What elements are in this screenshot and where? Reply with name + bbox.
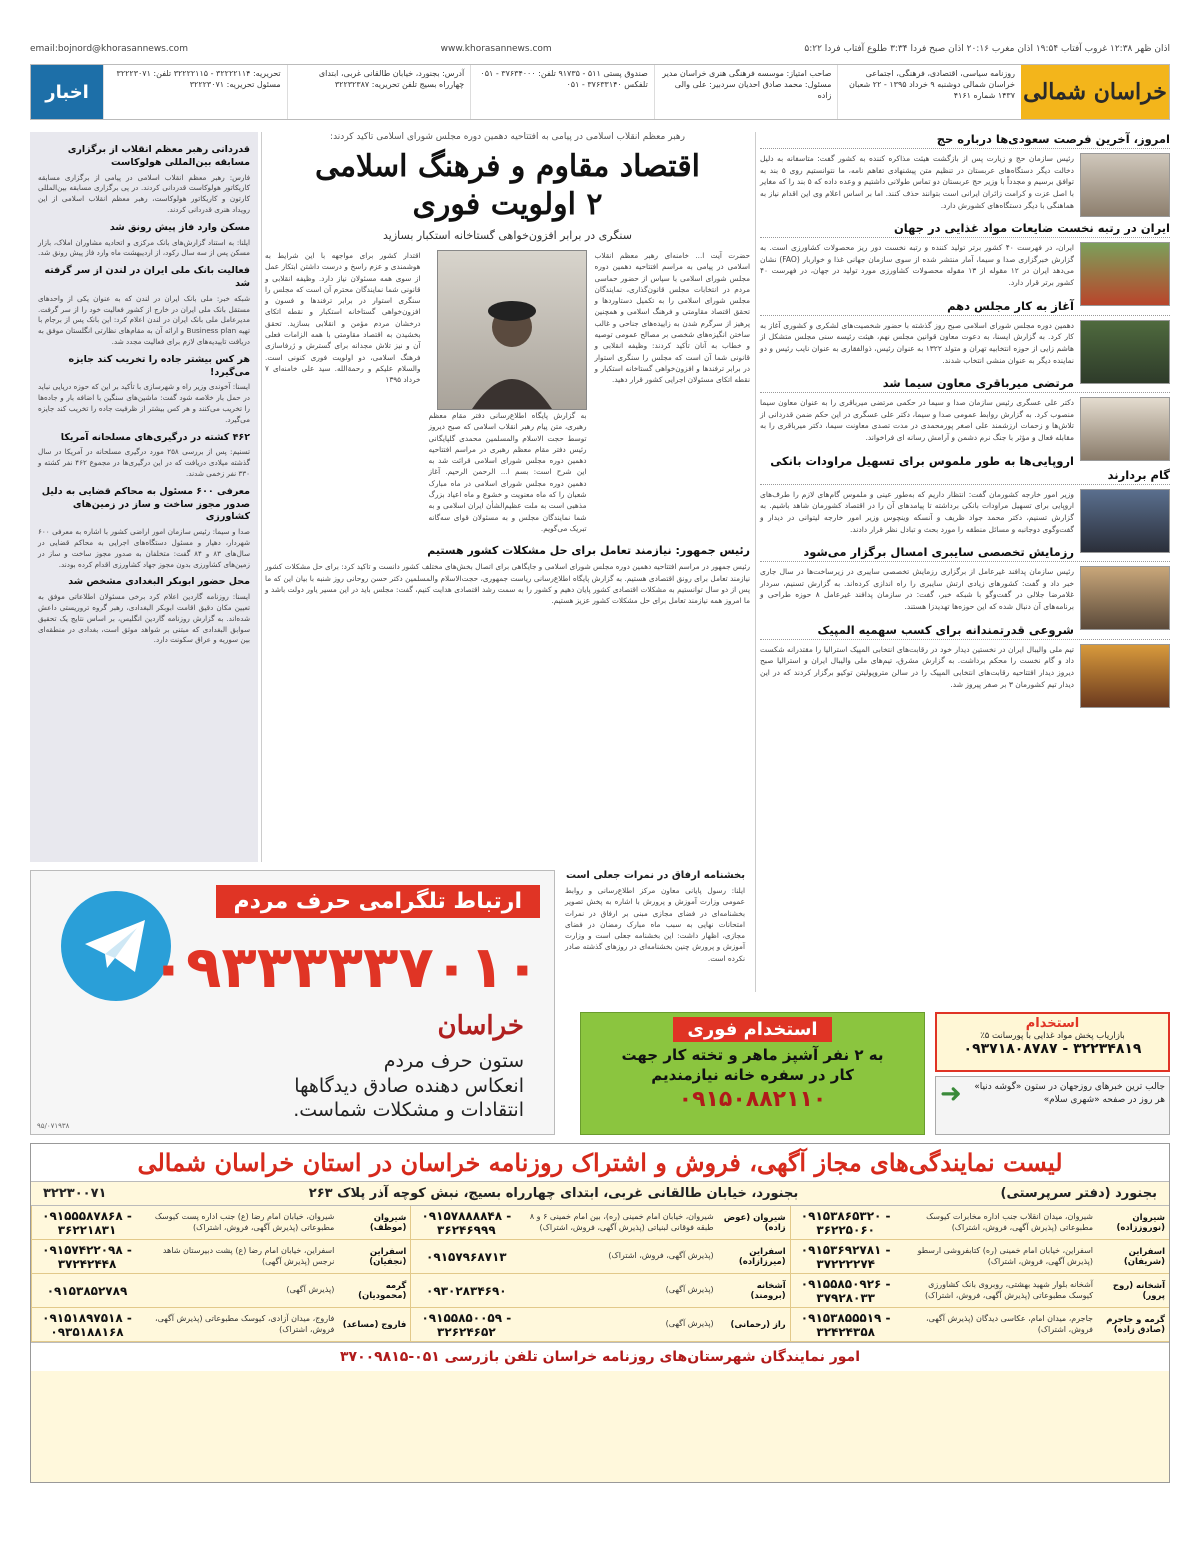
story-text: اقتدار کشور برای مواجهه با این شرایط به هوشمندی و عزم راسخ و درست داشتن ابتکار عمل از سوی همه مسئولان نیاز دارد. وظیفه انقلابی و قانونی شما نمایندگان محترم آن است که مجلس را سنگری استوار در برابر ترفندها و فسون و افزون‌خواهی گستاخانه استکبار و نقطه اتکای درخشان مردم مؤمن و انقلابی بسازید. تحقق بخشیدن به اقتصاد مقاومتی با همه الزامات فعلی آن و نیز تلاش مجدانه برای گسترش و ژرفاسازی فرهنگ اسلامی، دو اولویت فوری کنونی است. والسلام علیکم و رحمة‌الله. سید علی خامنه‌ای ۷ خرداد ۱۳۹۵ — [265, 251, 421, 385]
news-photo — [1080, 397, 1170, 461]
news-body: رئیس سازمان پدافند غیرعامل از برگزاری رزمایش تخصصی سایبری در زیرساخت‌ها در سال جاری خبر داد و گفت: کشورهای زیادی ارتش سایبری را راه اندازی کرده‌اند. به گزارش تسنیم، سردار غلامرضا جلالی در گفت‌وگو با شبکه خبر، گفت: در سازمان پدافند غیرعامل ۸ حوزه طراحی و برنامه‌های آن دنبال شده که این حوزه‌ها تهدیدزا هستند. — [760, 567, 1074, 611]
rep-cell — [31, 1206, 410, 1240]
website-link[interactable]: www.khorasannews.com — [440, 44, 552, 54]
brief-body: ایلنا: به استناد گزارش‌های بانک مرکزی و اتحادیه مشاوران املاک، بازار مسکن پس از سه سال رکود، از اردیبهشت ماه وارد فاز پیش رونق شد. — [38, 237, 250, 258]
rep-address: (پذیرش آگهی) — [665, 1319, 714, 1329]
brief-title[interactable]: مسکن وارد فاز پیش رونق شد — [109, 221, 250, 233]
brief-body: ایسنا: روزنامه گاردین اعلام کرد برخی مسئولان اطلاعاتی موفق به تعیین مکان دقیق اقامت ابوبکر البغدادی، رهبر گروه تروریستی داعش شده‌اند. به گزارش روزنامه گاردین انگلیس، بر اساس نتایج یک تحقیق سوابق البغدادی که مبتنی بر شواهد موثق است، بغدادی در منطقه‌ای بین سوریه و عراق سکونت دارد. — [38, 592, 250, 645]
story-kicker: رهبر معظم انقلاب اسلامی در پیامی به افتتاحیه دهمین دوره مجلس شورای اسلامی تاکید کردند: — [330, 132, 685, 142]
rep-city: شیروان (عوض زاده) — [723, 1212, 786, 1233]
rep-address: اسفراین، خیابان امام رضا (ع) پشت دبیرستان شاهد نرجس (پذیرش آگهی) — [162, 1245, 335, 1266]
news-item[interactable] — [760, 545, 1170, 613]
rep-address: (پذیرش آگهی، فروش، اشتراک) — [608, 1251, 714, 1261]
masthead-info-1: روزنامه سیاسی، اقتصادی، فرهنگی، اجتماعی خراسان شمالی دوشنبه ۹ خرداد ۱۳۹۵ - ۲۲ شعبان ۱۴۳۷ شماره ۴۱۶۱ — [837, 65, 1021, 119]
rep-phone[interactable]: ۰۹۱۵۵۸۵۰۰۵۹ - ۳۲۶۲۴۶۵۲ — [421, 1310, 512, 1339]
rep-address: شیروان، میدان انقلاب جنب اداره مخابرات کیوسک مطبوعاتی (پذیرش آگهی، فروش، اشتراک) — [926, 1211, 1093, 1232]
hq-address: بجنورد، خیابان طالقانی غربی، ابتدای چهارراه بسیج، نبش کوچه آذر پلاک ۲۶۳ — [308, 1186, 799, 1201]
rep-cell — [410, 1240, 789, 1274]
masthead-info-2: صاحب امتیاز: موسسه فرهنگی هنری خراسان مدیر مسئول: محمد صادق احدیان سردبیر: علی والی زاده — [654, 65, 838, 119]
rep-cell — [31, 1240, 410, 1274]
hiring-phone[interactable]: ۰۹۱۵۰۸۸۲۱۱۰ — [678, 1087, 827, 1112]
story-headline-2[interactable]: ۲ اولویت فوری — [412, 186, 603, 222]
ad-line: بازاریاب پخش مواد غذایی با پورسانت ۵٪ — [980, 1031, 1125, 1041]
news-title[interactable]: ایران در رتبه نخست ضایعات مواد غذایی در جهان — [760, 221, 1170, 238]
brief-title[interactable]: ۴۶۲ کشته در درگیری‌های مسلحانه آمریکا — [60, 431, 250, 443]
news-body: رئیس سازمان حج و زیارت پس از بازگشت هیئت مذاکره کننده به کشور گفت: متاسفانه به دلیل دخالت دیگر دستگاه‌های عربستان در تنظیم متن پیشنهادی تفاهم نامه، ما نتوانستیم روی ۵ بند به توافق برسیم و مجدداً با وزیر حج عربستان دو تماس طولانی داشتیم و وعده داده که ۵ بند را که مغایر با اصل عزت و کرامت زائران ایرانی است بتوانند حذف کنند. اما بر اساس اعلام وی این اقدام نیاز به هماهنگی با دیگر دستگاه‌های کشورش دارد. — [760, 154, 1074, 210]
rep-address: شیروان، خیابان امام رضا (ع) جنب اداره پست کیوسک مطبوعاتی (پذیرش آگهی، فروش، اشتراک) — [154, 1211, 335, 1232]
story-columns — [265, 250, 750, 534]
arrow-icon: ➜ — [940, 1079, 962, 1109]
news-title[interactable]: آغاز به کار مجلس دهم — [760, 299, 1170, 316]
hiring-line: کار در سفره خانه نیازمندیم — [651, 1065, 854, 1084]
news-title[interactable]: مرتضی میرباقری معاون سیما شد — [760, 376, 1170, 393]
rep-city: گرمه و جاجرم (صادق زاده) — [1106, 1314, 1165, 1335]
rep-city: اسفراین (شریفان) — [1123, 1246, 1165, 1267]
story-headline[interactable]: اقتصاد مقاوم و فرهنگ اسلامی — [314, 149, 701, 184]
telegram-ad-text — [293, 1049, 524, 1123]
news-body: دکتر علی عسگری رئیس سازمان صدا و سیما در حکمی مرتضی میرباقری را به عنوان معاون سیما منصوب کرد. به گزارش روابط عمومی صدا و سیما، دکتر علی عسگری در این حکم ضمن قدردانی از تلاش‌ها و زحمات ارزشمند علی اصغر پورمحمدی در مدت تصدی معاونت سیما، دکتر میرباقری را به مقابله فعال و مؤثر با جنگ نرم دشمن و آرامش رسانه ای فراخواند. — [760, 398, 1074, 442]
rep-phone[interactable]: ۰۹۱۵۳۸۵۵۵۱۹ - ۳۲۴۲۴۳۵۸ — [800, 1310, 891, 1339]
hiring-line: به ۲ نفر آشپز ماهر و تخته کار جهت — [621, 1046, 884, 1064]
news-item[interactable] — [760, 299, 1170, 367]
rep-address: (پذیرش آگهی) — [286, 1285, 335, 1295]
rep-address: فاروج، میدان آزادی، کیوسک مطبوعاتی (پذیرش آگهی، فروش، اشتراک) — [155, 1313, 335, 1334]
brief-title[interactable]: معرفی ۶۰۰ مسئول به محاکم قضایی به دلیل صدور مجوز ساخت و ساز در زمین‌های کشاورزی — [41, 485, 250, 523]
ad-phone[interactable]: ۳۲۲۳۴۸۱۹ - ۰۹۳۷۱۸۰۸۷۸۷ — [963, 1041, 1142, 1057]
brief-body: فارس: رهبر معظم انقلاب اسلامی در پیامی از برگزاری مسابقه کاریکاتور هولوکاست قدردانی کردند. در پی برگزاری مسابقه بین‌المللی کارتون و کاریکاتور هولوکاست، رهبر معظم انقلاب اسلامی از این رویداد هنری قدردانی کردند. — [38, 172, 250, 215]
lead-story — [265, 132, 750, 862]
rep-cell — [31, 1274, 410, 1308]
news-body: دهمین دوره مجلس شورای اسلامی صبح روز گذشته با حضور شخصیت‌های لشکری و کشوری آغاز به کار کرد. به گزارش ایسنا، به دعوت معاون قوانین مجلس نهم، هیئت رئیسه سنی مجلس متشکل از هاشم زایی از حوزه انتخابیه تهران و متولد ۱۳۲۲ به عنوان رئیس، ذوالفقاری به عنوان نایب رئیس و دو نماینده دیگر به عنوان منشی انتخاب شدند. — [760, 320, 1074, 365]
masthead — [30, 64, 1170, 120]
rep-city: راز (رحمانی) — [730, 1319, 786, 1330]
column-divider — [755, 132, 756, 992]
right-news-column — [760, 132, 1170, 992]
person-icon — [467, 289, 557, 409]
hq-phone[interactable]: ۳۲۲۳۰۰۷۱ — [43, 1186, 107, 1201]
rep-address: آشخانه بلوار شهید بهشتی، روبروی بانک کشاورزی کیوسک مطبوعاتی (پذیرش آگهی، فروش، اشتراک) — [924, 1279, 1093, 1300]
rep-cell — [790, 1206, 1169, 1240]
rep-city: آشخانه (روح پرور) — [1112, 1280, 1165, 1301]
reps-grid — [31, 1206, 1169, 1342]
rep-city: شیروان (موظف) — [369, 1212, 407, 1233]
promo-box[interactable] — [935, 1076, 1170, 1135]
brief-body: ایلنا: رسول پایانی معاون مرکز اطلاع‌رسانی و روابط عمومی وزارت آموزش و پرورش با اشاره به پخش تصویر بخشنامه‌ای در فضای مجازی مبنی بر ارفاق در نمرات امتحانات نهایی به سبب ماه مبارک رمضان در فضای مجازی، اظهار داشت: این بخشنامه جعلی است و وزارت آموزش و پرورش چنین بخشنامه‌ای در روزهای گذشته صادر نکرده است. — [565, 886, 745, 963]
masthead-info-5: تحریریه: ۳۲۲۲۲۱۱۴ - ۳۲۲۲۲۱۱۵ تلفن: ۳۲۲۲۳۰۷۱ مسئول تحریریه: ۳۲۲۲۳۰۷۱ — [103, 65, 287, 119]
sub-story-body: رئیس جمهور در مراسم افتتاحیه دهمین دوره مجلس شورای اسلامی و جایگاهی برای اتصال بخش‌های مختلف کشور دانست و تاکید کرد: برای حل مشکلات کشور نیازمند تعامل برای رونق اقتصادی هستیم. به گزارش پایگاه اطلاع‌رسانی ریاست جمهوری، حجت‌الاسلام والمسلمین دکتر حسن روحانی روز شنبه با بیان این که ما پس از دو سال توانستیم به مشکلات اقتصادی کشور پایان دهیم و کشور را به سمت رشد اقتصادی هدایت کنیم، گفت: مجلس باید در این مسیر یاور دولت باشد و ما امروز همه نیازمند تعامل برای حل مشکلات کشور عزیز هستیم. — [265, 562, 750, 606]
news-photo — [1080, 489, 1170, 553]
rep-phone[interactable]: ۰۹۱۵۳۶۹۲۷۸۱ - ۳۷۲۲۲۲۷۴ — [800, 1242, 891, 1271]
rep-phone[interactable]: ۰۹۱۵۷۴۲۲۰۹۸ - ۳۷۲۴۲۴۴۸ — [42, 1242, 132, 1271]
rep-phone[interactable]: ۰۹۱۵۷۸۸۸۸۴۸ - ۳۶۲۴۶۹۹۹ — [421, 1208, 512, 1237]
prayer-times: اذان ظهر ۱۲:۳۸ غروب آفتاب ۱۹:۵۴ اذان مغرب ۲۰:۱۶ اذان صبح فردا ۳:۳۴ طلوع آفتاب فردا ۵:۲۲ — [804, 44, 1170, 54]
telegram-line: انعکاس دهنده صادق دیدگاهها — [294, 1074, 524, 1097]
news-body: ایران، در فهرست ۴۰ کشور برتر تولید کننده و رتبه نخست دور ریز محصولات کشاورزی است. به گزارش خبرگزاری صدا و سیما، آمار منتشر شده از سوی سازمان جهانی غذا و خواربار (FAO) نشان می‌دهد ایران در ۱۲ مقوله از ۱۳ مقوله محصولات کشاورزی مورد تولید در جهان، در فهرست ۴۰ کشور برتر قرار دارد. — [760, 243, 1075, 287]
table-title: لیست نمایندگی‌های مجاز آگهی، فروش و اشتراک روزنامه خراسان در استان خراسان شمالی — [31, 1144, 1169, 1181]
news-item[interactable] — [760, 376, 1170, 444]
news-photo — [1080, 566, 1170, 630]
telegram-ad-title: ارتباط تلگرامی حرف مردم — [216, 885, 541, 918]
promo-text: جالب ترین خبرهای روزجهان در ستون «گوشه دنیا» هر روز در صفحه «شهری سلام» — [974, 1082, 1165, 1106]
news-title[interactable]: اروپایی‌ها به طور ملموس برای تسهیل مراودات بانکی گام بردارند — [760, 454, 1170, 485]
rep-cell — [410, 1206, 789, 1240]
newspaper-logo[interactable]: خراسان شمالی — [1021, 65, 1169, 119]
story-subhead: سنگری در برابر افزون‌خواهی گستاخانه استکبار بسازید — [383, 229, 632, 242]
left-briefs-column — [30, 132, 258, 862]
news-title[interactable]: شروعی قدرتمندانه برای کسب سهمیه المپیک — [760, 623, 1170, 640]
rep-cell — [790, 1240, 1169, 1274]
rep-cell — [790, 1274, 1169, 1308]
brief-title[interactable]: فعالیت بانک ملی ایران در لندن از سر گرفته شد — [44, 265, 250, 290]
rep-city: آشخانه (برومند) — [750, 1280, 786, 1301]
hiring-badge: استخدام فوری — [673, 1017, 831, 1042]
rep-address: اسفراین، خیابان امام خمینی (ره) کتابفروشی ارسطو (پذیرش آگهی، فروش، اشتراک) — [917, 1245, 1093, 1266]
masthead-info-4: آدرس: بجنورد، خیابان طالقانی غربی، ابتدای چهارراه بسیج تلفن تحریریه: ۳۲۲۳۲۳۸۷ — [287, 65, 471, 119]
rep-phone[interactable]: ۰۹۱۵۱۸۹۷۵۱۸ - ۰۹۳۵۱۸۸۱۶۸ — [42, 1310, 132, 1339]
rep-phone[interactable]: ۰۹۳۰۲۸۳۴۶۹۰ — [426, 1283, 507, 1298]
rep-phone[interactable]: ۰۹۱۵۵۸۵۰۹۲۶ - ۳۷۹۲۸۰۳۳ — [800, 1276, 891, 1305]
hq-label: بجنورد (دفتر سرپرستی) — [1000, 1186, 1157, 1201]
news-photo — [1080, 644, 1170, 708]
rep-address: شیروان، خیابان امام خمینی (ره)، بین امام خمینی ۶ و ۸ طبقه فوقانی لبنیاتی (پذیرش آگهی، فروش، اشتراک) — [529, 1211, 714, 1232]
rep-city: گرمه (محمودیان) — [358, 1280, 407, 1301]
rep-phone[interactable]: ۰۹۱۵۷۹۶۸۷۱۳ — [426, 1249, 507, 1264]
rep-cell — [790, 1308, 1169, 1342]
telegram-line: ستون حرف مردم — [383, 1050, 524, 1072]
brief-title[interactable]: قدردانی رهبر معظم انقلاب از برگزاری مسابقه بین‌المللی هولوکاست — [67, 144, 250, 168]
leader-portrait — [437, 250, 587, 410]
story-text: حضرت آیت ا... خامنه‌ای رهبر معظم انقلاب اسلامی در پیامی به مراسم افتتاحیه دهمین دوره مجلس شورای اسلامی با سپاس از حضور حماسی مردم در انتخابات مجلس قانون‌گذاری، نمایندگان مجلس شورای اسلامی را به تکمیل دستاوردها و تحقق اقتصاد مقاومتی و فرهنگ اسلامی و همچنین پرهیز از سرگرم شدن به زاییده‌های جناحی و غالب ساختن انگیزه‌های شخصی بر مصالح عمومی توصیه و خطاب به آنان تأکید کردند: وظیفه انقلابی و قانونی شما آن است که مجلس را سنگری استوار در برابر ترفندها و افزون‌خواهی گستاخانه استکبار و نقطه اتکای مسئولان اجرایی کشور قرار دهید. — [594, 251, 750, 385]
brief-body: تسنیم: پس از بررسی ۲۵۸ مورد درگیری مسلحانه در آمریکا در سال گذشته میلادی دریافت که در این درگیری‌ها در مجموع ۴۶۲ نفر کشته و ۳۳۰ نفر زخمی شدند. — [38, 447, 250, 479]
table-footer: امور نمایندگان شهرستان‌های روزنامه خراسان تلفن بازرسی ۰۵۱-۳۷۰۰۹۸۱۵ — [31, 1342, 1169, 1371]
telegram-line: انتقادات و مشکلات شماست. — [293, 1099, 524, 1122]
section-label: اخبار — [31, 65, 103, 119]
rep-city: فاروج (مساعد) — [342, 1319, 407, 1330]
brief-body: شبکه خبر: ملی بانک ایران در لندن که به عنوان یکی از واحدهای مستقل بانک ملی ایران در خارج از کشور فعالیت خود را از سر گرفت. مدیرعامل ملی بانک ایران در لندن اعلام کرد: این بانک پس از برجام با تهیه Business plan و ارائه آن به مقام‌های نظارتی انگلستان موفق به دریافت تاییدیه‌های لازم برای فعالیت مجدد شد. — [38, 293, 250, 347]
telegram-phone[interactable]: ۰۹۳۳۳۳۳۷۰۱۰ — [150, 933, 540, 1001]
rep-cell — [410, 1274, 789, 1308]
news-photo — [1080, 320, 1170, 384]
email-link[interactable]: email:bojnord@khorasannews.com — [30, 44, 188, 54]
sub-story-title[interactable]: رئیس جمهور: نیازمند تعامل برای حل مشکلات کشور هستیم — [427, 544, 750, 558]
brief-title[interactable]: هر کس بیشتر جاده را تخریب کند جایزه می‌گیرد! — [68, 353, 250, 378]
news-body: تیم ملی والیبال ایران در نخستین دیدار خود در رقابت‌های انتخابی المپیک استرالیا را مقتدرانه شکست داد و گام نخست را محکم برداشت. به گزارش مشرق، تیم‌های ملی والیبال ایران و استرالیا صبح دیروز دیدار افتتاحیه رقابت‌های انتخابی المپیک را در سالن متروپولیتن توکیو برگزار کردند که در این دیدار تیم کشورمان ۳ بر صفر پیروز شد. — [760, 644, 1074, 689]
brief-title[interactable]: بخشنامه ارفاق در نمرات جعلی است — [565, 870, 745, 881]
brief-title[interactable]: محل حضور ابوبکر البغدادی مشخص شد — [68, 576, 250, 588]
rep-phone[interactable]: ۰۹۱۵۳۸۵۲۷۸۹ — [46, 1283, 128, 1298]
news-title[interactable]: امروز، آخرین فرصت سعودی‌ها درباره حج — [760, 132, 1170, 149]
news-item[interactable] — [760, 623, 1170, 691]
rep-phone[interactable]: ۰۹۱۵۵۵۸۷۸۶۸ - ۳۶۲۲۱۸۳۱ — [42, 1208, 132, 1237]
news-photo — [1080, 153, 1170, 217]
representatives-table — [30, 1143, 1170, 1483]
brief-body: ایسنا: آخوندی وزیر راه و شهرسازی با تأکید بر این که حوزه دریایی نباید در حمل بار خلاصه شود گفت: ماشین‌های سنگین با اضافه بار و جاده‌ها را تخریب می‌کنند و هر کس بیشتر از ظرفیت جاده را تخریب کند جایزه می‌گیرد. — [38, 382, 250, 424]
hq-row — [31, 1181, 1169, 1206]
news-item[interactable] — [760, 454, 1170, 536]
rep-city: شیروان (نوروززاده) — [1116, 1212, 1165, 1233]
rep-cell — [410, 1308, 789, 1342]
radio-brief — [565, 870, 745, 1020]
ad-code: ۹۵/۰۷۱۹۳۸ — [37, 1122, 70, 1130]
sales-hiring-ad[interactable] — [935, 1012, 1170, 1072]
story-text — [429, 250, 587, 534]
news-body: وزیر امور خارجه کشورمان گفت: انتظار داریم که به‌طور عینی و ملموس گام‌های لازم را طرف‌های اروپایی برای تسهیل مراودات بانکی برداشته تا پیامدهای آن را در اقتصاد کشورمان شاهد باشیم. به گزارش تسنیم، دکتر محمد جواد ظریف و آنسکه وینچوس وزیر امور خارجه لیتوانی در دیدار و گفت‌وگوی دوجانبه و مسائل منطقه را مورد بحث و تبادل نظر قرار دادند. — [760, 489, 1074, 534]
rep-cell — [31, 1308, 410, 1342]
story-text-body: به گزارش پایگاه اطلاع‌رسانی دفتر مقام معظم رهبری، متن پیام رهبر انقلاب اسلامی که صبح دیروز توسط حجت الاسلام والمسلمین محمدی گلپایگانی رئیس دفتر مقام معظم رهبری در مراسم افتتاحیه دهمین دوره مجلس شورای اسلامی قرائت شد به این شرح است: بسم ا... الرحمن الرحیم. آغاز دهمین دوره مجلس شورای اسلامی در ماه مبارک شعبان را که ماه معنویت و خشوع و ماه اعیاد بزرگ مذهبی است به ملت عظیم‌الشأن ایران اسلامی و به شما نمایندگان مجلس و به مسئولان قوای سه‌گانه تبریک می‌گویم. — [428, 411, 587, 533]
rep-city: اسفراین (میرزازاده) — [738, 1246, 786, 1267]
news-photo — [1080, 242, 1170, 306]
khorasan-logo: خراسان — [437, 1011, 524, 1041]
top-info-line — [30, 44, 1170, 54]
rep-address: جاجرم، میدان امام، عکاسی دیدگان (پذیرش آگهی، فروش، اشتراک) — [925, 1313, 1093, 1334]
ad-title: استخدام — [1025, 1016, 1080, 1031]
rep-city: اسفراین (نجفیان) — [369, 1246, 407, 1267]
news-title[interactable]: رزمایش تخصصی سایبری امسال برگزار می‌شود — [760, 545, 1170, 562]
hiring-ad[interactable] — [580, 1012, 925, 1135]
news-item[interactable] — [760, 221, 1170, 289]
rep-address: (پذیرش آگهی) — [665, 1285, 714, 1295]
column-divider — [261, 132, 262, 862]
brief-body: صدا و سیما: رئیس سازمان امور اراضی کشور با اشاره به معرفی ۶۰۰ شهردار، دهیار و مسئول دستگاه‌های اجرایی به محاکم قضایی در سال‌های ۸۳ و ۸۴ گفت: متخلفان به صدور مجوز ساخت و ساز در زمین‌های کشاورزی بدون مجوز جهاد کشاورزی اقدام کرده بودند. — [38, 527, 251, 569]
telegram-ad[interactable] — [30, 870, 555, 1135]
rep-phone[interactable]: ۰۹۱۵۳۸۶۵۳۲۰ - ۳۶۲۲۵۰۶۰ — [800, 1208, 891, 1237]
masthead-info-3: صندوق پستی ۵۱۱ - ۹۱۷۳۵ تلفن: ۳۷۶۳۴۰۰۰ - ۰۵۱ تلفکس ۳۷۶۳۳۱۴۰ - ۰۵۱ — [470, 65, 654, 119]
news-item[interactable] — [760, 132, 1170, 211]
